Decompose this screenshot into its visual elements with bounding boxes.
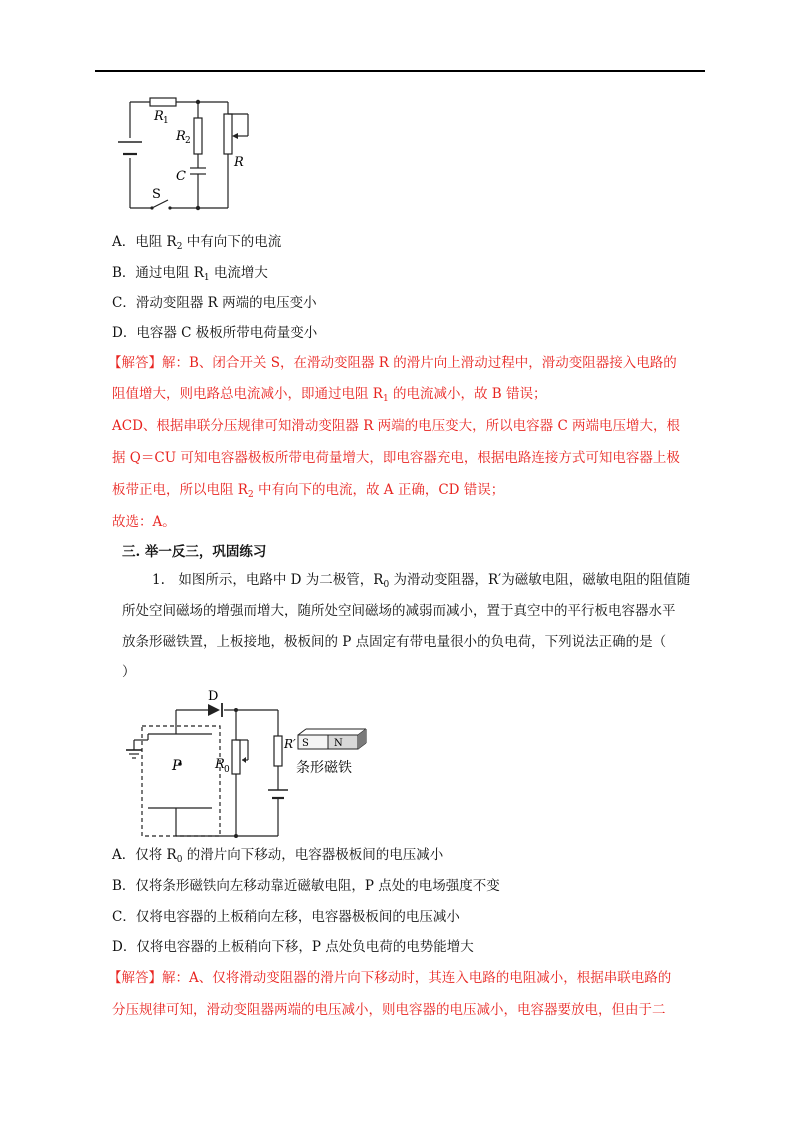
label-magnet: 条形磁铁 <box>296 760 352 776</box>
label-r0-sub: 0 <box>224 765 230 775</box>
q1-stem-line-2: 所处空间磁场的增强而增大，随所处空间磁场的减弱而减小，置于真空中的平行板电容器水平 <box>122 603 676 619</box>
label-r2: R <box>176 129 186 144</box>
magnet-s-pole: S <box>302 738 309 749</box>
header-rule <box>95 70 705 72</box>
q1-answer-line-1: 【解答】解：A、仅将滑动变阻器的滑片向下移动时，其连入电路的电阻减小，根据串联电路的 <box>108 970 672 986</box>
label-r1-sub: 1 <box>163 116 169 126</box>
prev-answer-line-6: 故选：A。 <box>112 514 176 530</box>
prev-option-c: C．滑动变阻器 R 两端的电压变小 <box>112 295 317 311</box>
prev-option-a: A．电阻 $R_2$ 中有向下的电流 <box>112 234 282 252</box>
prev-option-b: B．通过电阻 $R_1$ 电流增大 <box>112 265 268 283</box>
q1-option-d: D．仅将电容器的上板稍向下移，P 点处负电荷的电势能增大 <box>112 939 474 955</box>
q1-stem-line-3: 放条形磁铁置，上板接地，极板间的 P 点固定有带电量很小的负电荷，下列说法正确的是（ <box>122 634 667 650</box>
q1-stem-line-1: 1. 如图所示，电路中 D 为二极管，$R_0$ 为滑动变阻器，R′为磁敏电阻，磁敏电阻的阻值随 <box>152 572 691 590</box>
label-r1: R <box>154 109 164 124</box>
prev-answer-line-5: 板带正电，所以电阻 $R_2$ 中有向下的电流，故 A 正确，CD 错误； <box>112 482 505 500</box>
q1-option-b: B．仅将条形磁铁向左移动靠近磁敏电阻，P 点处的电场强度不变 <box>112 878 500 894</box>
prev-answer-line-2: 阻值增大，则电路总电流减小，即通过电阻 $R_1$ 的电流减小，故 B 错误； <box>112 386 547 404</box>
prev-answer-line-3: ACD、根据串联分压规律可知滑动变阻器 R 两端的电压变大，所以电容器 C 两端电压增大，根 <box>112 418 681 434</box>
prev-option-d: D．电容器 C 极板所带电荷量变小 <box>112 325 318 341</box>
circuit-diagram-2 <box>112 686 372 846</box>
q1-stem-line-4: ） <box>122 664 136 680</box>
label-p: P <box>172 758 182 774</box>
magnet-n-pole: N <box>334 738 343 749</box>
label-s: S <box>152 187 161 202</box>
prev-answer-line-1: 【解答】解：B、闭合开关 S，在滑动变阻器 R 的滑片向上滑动过程中，滑动变阻器接入电路的 <box>108 355 677 371</box>
circuit-diagram-1 <box>110 90 280 220</box>
label-rprime: R′ <box>284 737 296 751</box>
label-c: C <box>176 169 186 184</box>
section-title: 三. 举一反三，巩固练习 <box>122 544 267 560</box>
label-r2-sub: 2 <box>185 136 191 146</box>
q1-option-a: A．仅将 $R_0$ 的滑片向下移动，电容器极板间的电压减小 <box>112 847 444 865</box>
label-r: R <box>234 155 244 170</box>
q1-answer-line-2: 分压规律可知，滑动变阻器两端的电压减小，则电容器的电压减小，电容器要放电，但由于二 <box>112 1002 666 1018</box>
label-r0: R <box>215 757 225 772</box>
q1-option-c: C．仅将电容器的上板稍向左移，电容器极板间的电压减小 <box>112 909 460 925</box>
label-d: D <box>208 689 219 704</box>
prev-answer-line-4: 据 Q＝CU 可知电容器极板所带电荷量增大，即电容器充电，根据电路连接方式可知电容器上极 <box>112 450 680 466</box>
